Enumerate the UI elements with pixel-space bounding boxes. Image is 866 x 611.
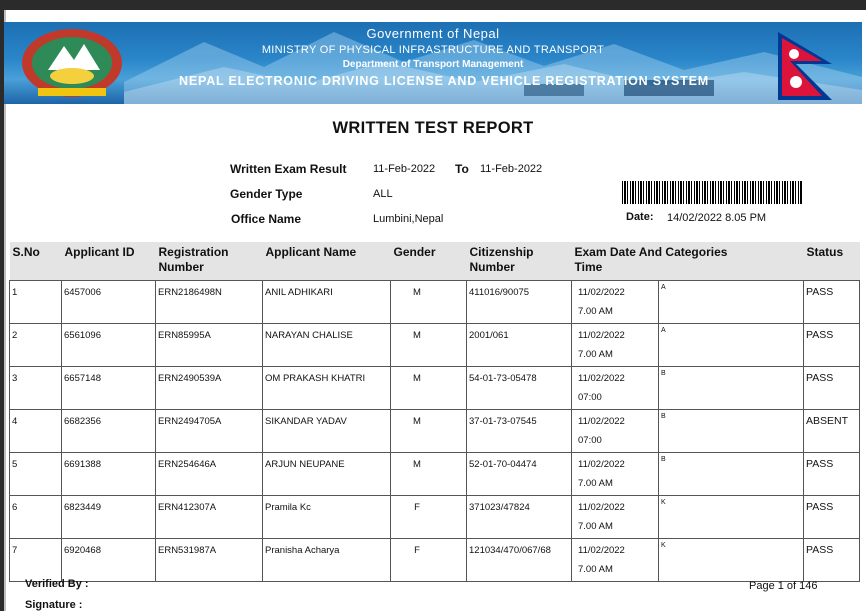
row-sno: 4 (10, 410, 62, 453)
results-table (9, 242, 860, 582)
row-citizenship: 54-01-73-05478 (467, 367, 572, 410)
row-category: A (659, 281, 804, 324)
row-exam-time: 07:00 (578, 392, 602, 403)
row-applicant-name: Pranisha Acharya (263, 539, 391, 582)
header-sno: S.No (10, 242, 62, 281)
to-date: 11-Feb-2022 (480, 163, 543, 175)
header-name: Applicant Name (263, 242, 391, 281)
row-exam-date: 11/02/2022 (578, 373, 625, 384)
row-sno: 1 (10, 281, 62, 324)
system-title: NEPAL ELECTRONIC DRIVING LICENSE AND VEHICLE REGISTRATION SYSTEM (179, 74, 709, 88)
row-status: ABSENT (804, 410, 860, 453)
row-category: K (659, 539, 804, 582)
table-header-row (10, 242, 860, 281)
row-applicant-id: 6823449 (62, 496, 156, 539)
page-number: Page 1 of 146 (749, 580, 818, 592)
gender-type-value: ALL (373, 188, 393, 200)
row-exam-date: 11/02/2022 (578, 502, 625, 513)
row-sno: 5 (10, 453, 62, 496)
row-exam-datetime (572, 453, 659, 496)
barcode-icon (622, 181, 802, 204)
header-gender: Gender (391, 242, 467, 281)
row-applicant-id: 6657148 (62, 367, 156, 410)
row-exam-time: 7.00 AM (578, 349, 613, 360)
row-applicant-id: 6561096 (62, 324, 156, 367)
government-title: Government of Nepal (366, 26, 500, 41)
row-applicant-id: 6682356 (62, 410, 156, 453)
row-registration: ERN2490539A (156, 367, 263, 410)
row-sno: 6 (10, 496, 62, 539)
table-row (10, 281, 860, 324)
office-name-value: Lumbini,Nepal (373, 213, 444, 225)
row-registration: ERN254646A (156, 453, 263, 496)
row-applicant-name: ANIL ADHIKARI (263, 281, 391, 324)
row-exam-time: 7.00 AM (578, 478, 613, 489)
row-category: B (659, 453, 804, 496)
row-status: PASS (804, 281, 860, 324)
report-title: WRITTEN TEST REPORT (332, 119, 534, 137)
row-exam-datetime (572, 281, 659, 324)
office-name-label: Office Name (231, 212, 302, 226)
row-status: PASS (804, 324, 860, 367)
row-citizenship: 52-01-70-04474 (467, 453, 572, 496)
exam-result-label: Written Exam Result (230, 162, 347, 176)
row-citizenship: 411016/90075 (467, 281, 572, 324)
row-category: B (659, 367, 804, 410)
row-gender: M (391, 410, 467, 453)
row-exam-datetime (572, 367, 659, 410)
row-applicant-name: SIKANDAR YADAV (263, 410, 391, 453)
header-status: Status (804, 242, 860, 281)
from-date: 11-Feb-2022 (373, 163, 436, 175)
row-exam-date: 11/02/2022 (578, 330, 625, 341)
row-registration: ERN412307A (156, 496, 263, 539)
header-citizenship: Citizenship Number (467, 242, 572, 281)
row-applicant-name: ARJUN NEUPANE (263, 453, 391, 496)
header-banner (4, 22, 862, 104)
row-applicant-name: OM PRAKASH KHATRI (263, 367, 391, 410)
row-registration: ERN2494705A (156, 410, 263, 453)
table-row (10, 367, 860, 410)
row-citizenship: 37-01-73-07545 (467, 410, 572, 453)
header-exam: Exam Date And Categories Time (572, 242, 804, 281)
row-sno: 3 (10, 367, 62, 410)
row-exam-datetime (572, 324, 659, 367)
row-exam-date: 11/02/2022 (578, 416, 625, 427)
table-row (10, 496, 860, 539)
row-registration: ERN85995A (156, 324, 263, 367)
row-applicant-id: 6920468 (62, 539, 156, 582)
row-exam-time: 7.00 AM (578, 306, 613, 317)
verified-by-label: Verified By : (25, 578, 89, 590)
header-registration: Registration Number (156, 242, 263, 281)
row-status: PASS (804, 539, 860, 582)
row-sno: 2 (10, 324, 62, 367)
row-exam-time: 7.00 AM (578, 521, 613, 532)
row-applicant-id: 6457006 (62, 281, 156, 324)
row-exam-time: 07:00 (578, 435, 602, 446)
row-gender: F (391, 539, 467, 582)
signature-label: Signature : (25, 599, 83, 611)
row-registration: ERN531987A (156, 539, 263, 582)
row-exam-datetime (572, 539, 659, 582)
row-gender: M (391, 453, 467, 496)
date-label: Date: (626, 211, 654, 223)
row-category: K (659, 496, 804, 539)
row-gender: M (391, 324, 467, 367)
row-exam-time: 7.00 AM (578, 564, 613, 575)
table-row (10, 324, 860, 367)
row-exam-date: 11/02/2022 (578, 459, 625, 470)
row-gender: F (391, 496, 467, 539)
row-citizenship: 371023/47824 (467, 496, 572, 539)
department-title: Department of Transport Management (342, 59, 524, 70)
table-row (10, 539, 860, 582)
date-value: 14/02/2022 8.05 PM (667, 212, 767, 224)
header-applicant-id: Applicant ID (62, 242, 156, 281)
row-gender: M (391, 367, 467, 410)
row-exam-datetime (572, 496, 659, 539)
row-applicant-name: NARAYAN CHALISE (263, 324, 391, 367)
row-citizenship: 121034/470/067/68 (467, 539, 572, 582)
row-exam-date: 11/02/2022 (578, 545, 625, 556)
row-category: A (659, 324, 804, 367)
ministry-title: MINISTRY OF PHYSICAL INFRASTRUCTURE AND TRANSPORT (261, 44, 605, 56)
table-row (10, 453, 860, 496)
row-gender: M (391, 281, 467, 324)
row-category: B (659, 410, 804, 453)
row-exam-datetime (572, 410, 659, 453)
row-exam-date: 11/02/2022 (578, 287, 625, 298)
table-row (10, 410, 860, 453)
row-applicant-id: 6691388 (62, 453, 156, 496)
row-status: PASS (804, 367, 860, 410)
row-citizenship: 2001/061 (467, 324, 572, 367)
row-sno: 7 (10, 539, 62, 582)
row-applicant-name: Pramila Kc (263, 496, 391, 539)
row-status: PASS (804, 453, 860, 496)
row-registration: ERN2186498N (156, 281, 263, 324)
gender-type-label: Gender Type (230, 187, 303, 201)
row-status: PASS (804, 496, 860, 539)
to-label: To (455, 162, 469, 176)
